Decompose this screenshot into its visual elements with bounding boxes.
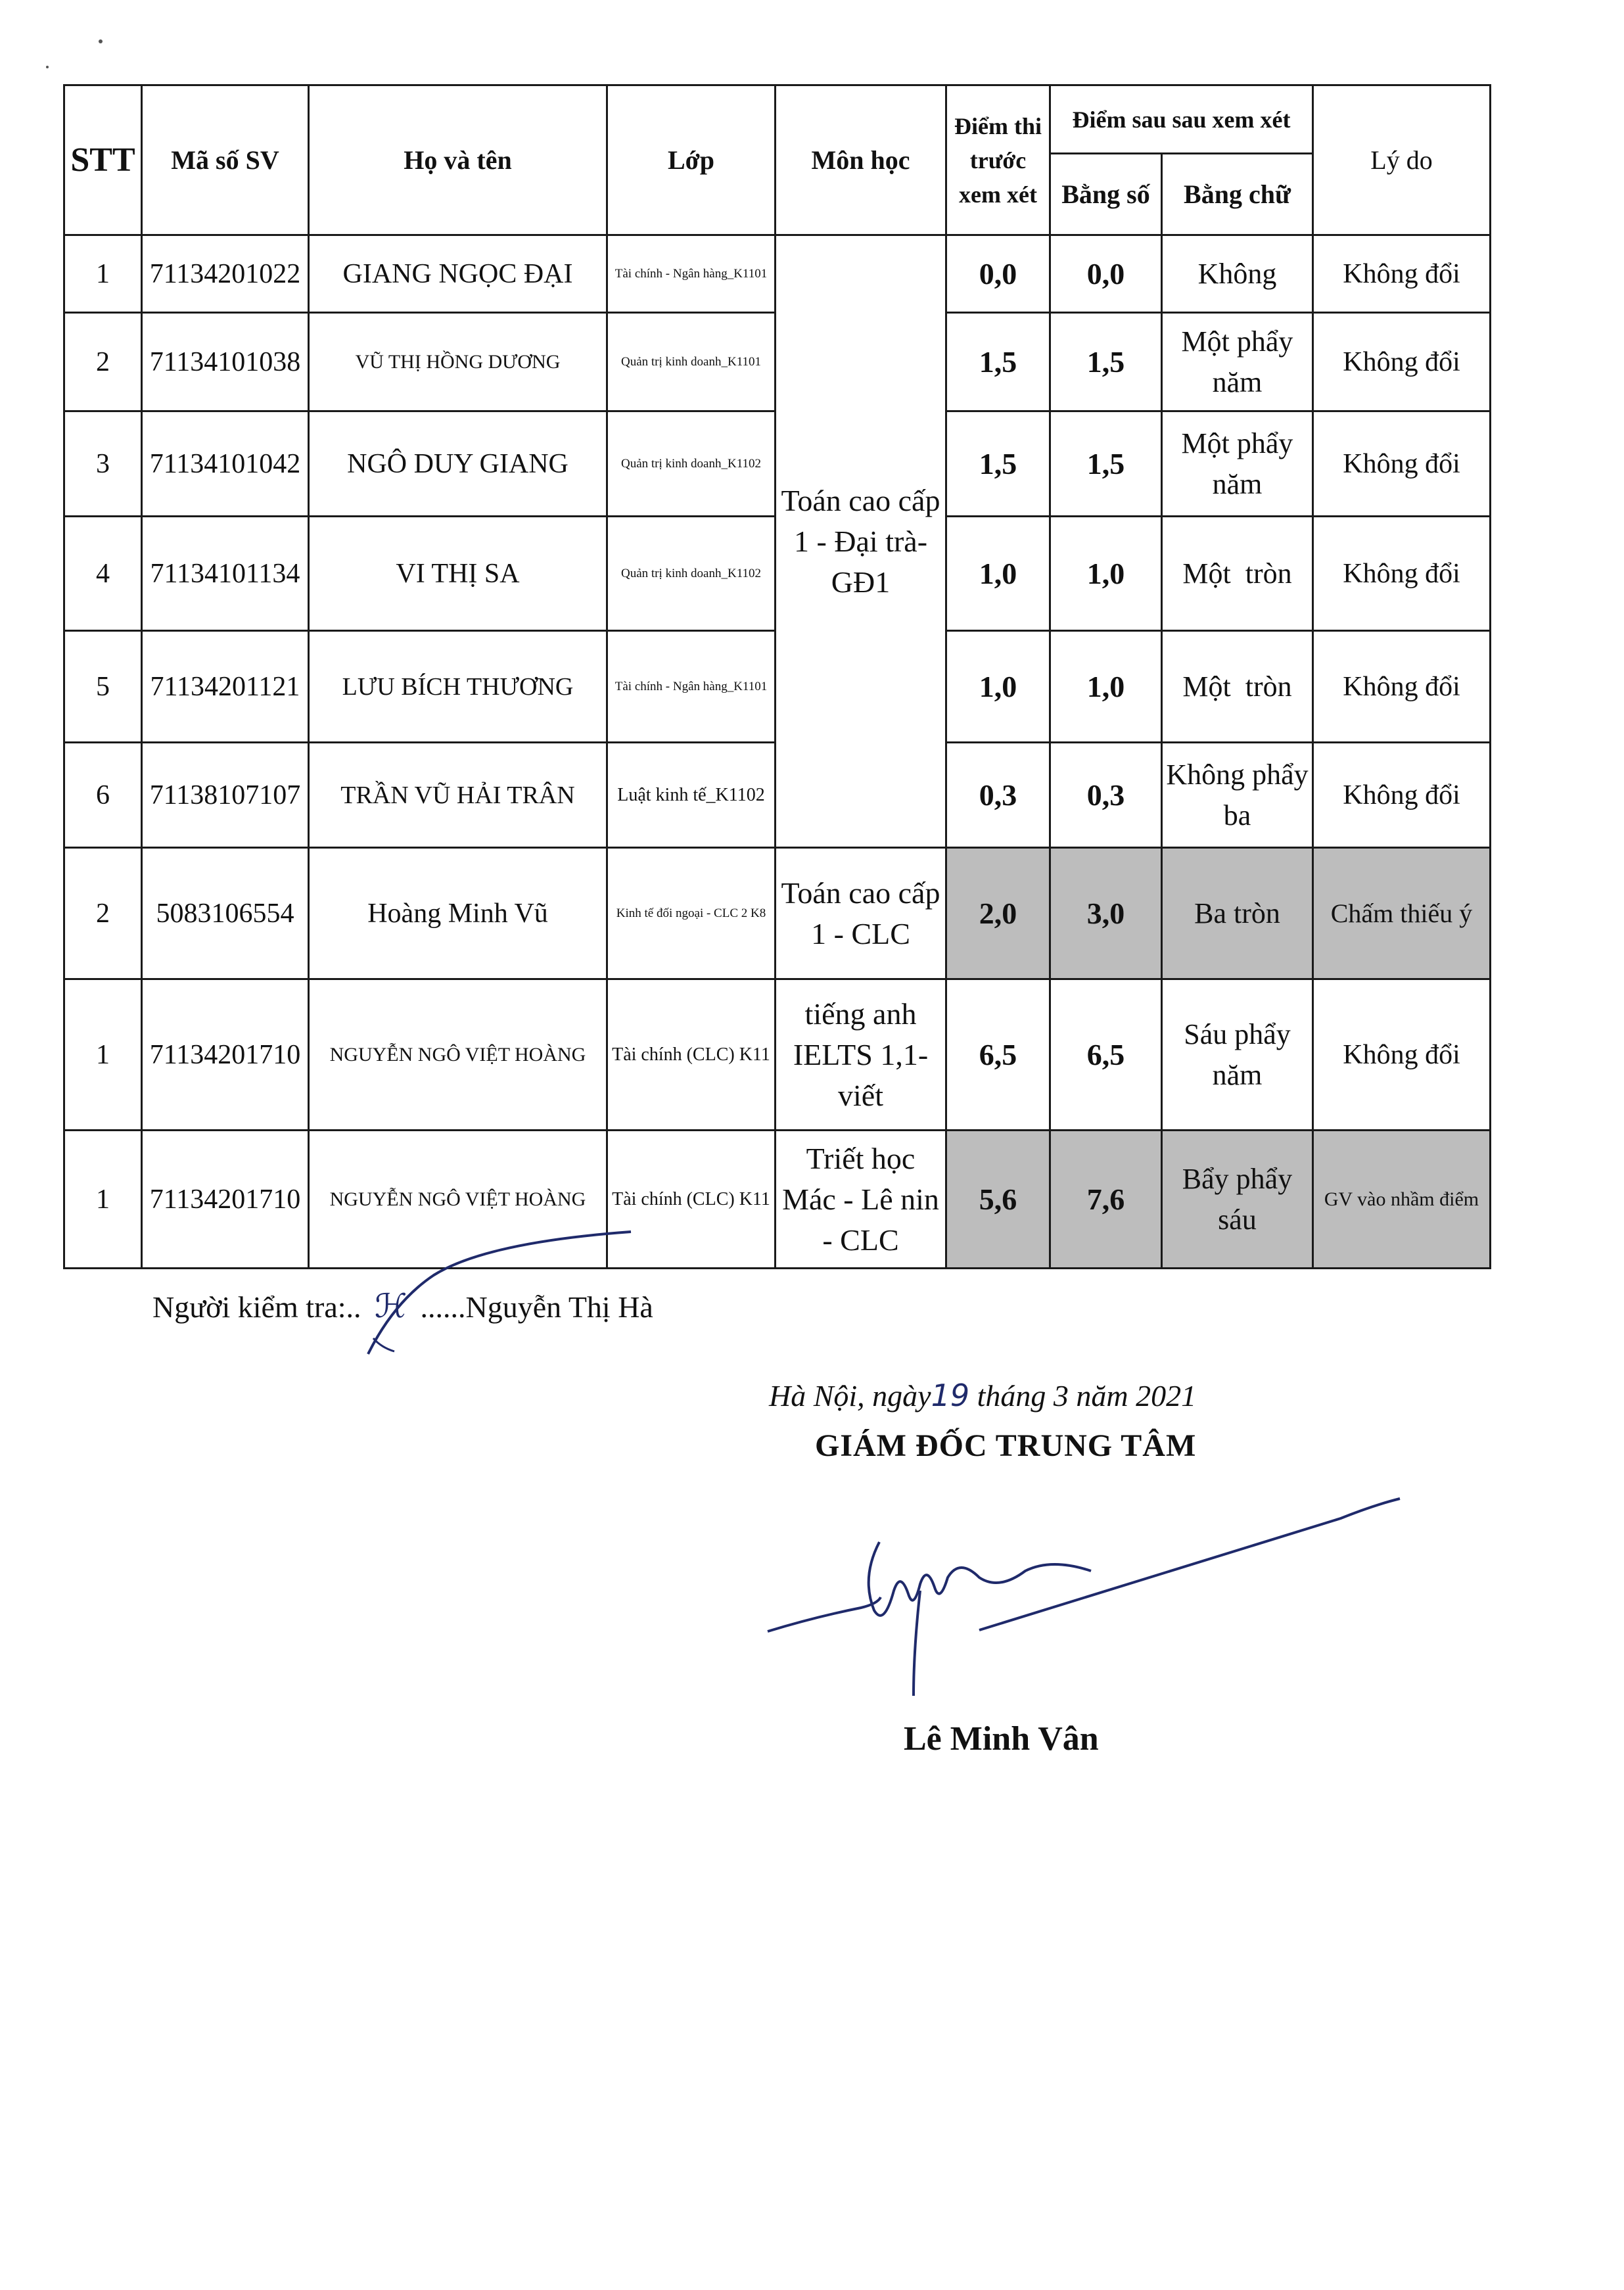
cell-full-name: LƯU BÍCH THƯƠNG [309, 631, 607, 743]
table-row [64, 1131, 1491, 1269]
cell-stt: 2 [64, 848, 142, 979]
cell-score-before: 0,3 [946, 743, 1050, 848]
cell-score-after: 3,0 [1050, 848, 1162, 979]
cell-class: Quản trị kinh doanh_K1101 [607, 313, 776, 411]
cell-class: Tài chính (CLC) K11 [607, 1131, 776, 1269]
checker-name: Nguyễn Thị Hà [465, 1290, 653, 1324]
cell-score-words: Một phẩy năm [1162, 313, 1313, 411]
cell-student-id: 71134101134 [142, 517, 309, 631]
cell-full-name: VŨ THỊ HỒNG DƯƠNG [309, 313, 607, 411]
cell-reason: Không đổi [1313, 411, 1491, 517]
cell-score-before: 1,0 [946, 631, 1050, 743]
cell-class: Tài chính - Ngân hàng_K1101 [607, 631, 776, 743]
header-reason: Lý do [1313, 85, 1491, 235]
date-day: 19 [931, 1378, 970, 1413]
cell-stt: 6 [64, 743, 142, 848]
cell-reason: Không đổi [1313, 235, 1491, 313]
cell-score-after: 0,3 [1050, 743, 1162, 848]
cell-student-id: 71134201710 [142, 979, 309, 1131]
cell-score-after: 1,0 [1050, 517, 1162, 631]
cell-class: Tài chính (CLC) K11 [607, 979, 776, 1131]
date-line [769, 1378, 1196, 1413]
header-by-number: Bằng số [1050, 154, 1162, 235]
cell-score-words: Không phẩy ba [1162, 743, 1313, 848]
cell-student-id: 5083106554 [142, 848, 309, 979]
header-student-id: Mã số SV [142, 85, 309, 235]
cell-score-after: 7,6 [1050, 1131, 1162, 1269]
cell-score-words: Ba tròn [1162, 848, 1313, 979]
checker-dots: ...... [420, 1290, 466, 1324]
header-class: Lớp [607, 85, 776, 235]
cell-class: Quản trị kinh doanh_K1102 [607, 411, 776, 517]
cell-reason: Chấm thiếu ý [1313, 848, 1491, 979]
header-score-before: Điểm thi trước xem xét [946, 85, 1050, 235]
cell-class: Quản trị kinh doanh_K1102 [607, 517, 776, 631]
cell-student-id: 71134201710 [142, 1131, 309, 1269]
header-by-words: Bằng chữ [1162, 154, 1313, 235]
cell-score-before: 5,6 [946, 1131, 1050, 1269]
cell-class: Luật kinh tế_K1102 [607, 743, 776, 848]
table-row [64, 235, 1491, 313]
cell-stt: 4 [64, 517, 142, 631]
checker-label: Người kiểm tra: [152, 1290, 346, 1324]
cell-full-name: TRẦN VŨ HẢI TRÂN [309, 743, 607, 848]
checker-dots: .. [346, 1290, 361, 1324]
cell-reason: Không đổi [1313, 631, 1491, 743]
checker-initial-signature: ℋ [374, 1287, 407, 1325]
grade-review-table [63, 84, 1491, 1269]
cell-full-name: VI THỊ SA [309, 517, 607, 631]
cell-subject: Triết học Mác - Lê nin - CLC [776, 1131, 946, 1269]
date-prefix: Hà Nội, ngày [769, 1379, 931, 1413]
cell-full-name: NGUYỄN NGÔ VIỆT HOÀNG [309, 1131, 607, 1269]
checker-signature-stroke [355, 1223, 644, 1361]
cell-subject: tiếng anh IELTS 1,1- viết [776, 979, 946, 1131]
cell-subject-merged: Toán cao cấp 1 - Đại trà- GĐ1 [776, 235, 946, 848]
cell-score-words: Không [1162, 235, 1313, 313]
cell-score-words: Bẩy phẩy sáu [1162, 1131, 1313, 1269]
cell-score-words: Một tròn [1162, 631, 1313, 743]
cell-full-name: NGÔ DUY GIANG [309, 411, 607, 517]
header-stt: STT [64, 85, 142, 235]
cell-student-id: 71134101038 [142, 313, 309, 411]
cell-class: Kinh tế đối ngoại - CLC 2 K8 [607, 848, 776, 979]
cell-score-after: 0,0 [1050, 235, 1162, 313]
header-subject: Môn học [776, 85, 946, 235]
cell-stt: 1 [64, 979, 142, 1131]
cell-score-before: 1,0 [946, 517, 1050, 631]
director-title: GIÁM ĐỐC TRUNG TÂM [815, 1428, 1197, 1463]
cell-class: Tài chính - Ngân hàng_K1101 [607, 235, 776, 313]
cell-score-words: Một tròn [1162, 517, 1313, 631]
scan-speck [46, 66, 49, 68]
cell-score-words: Sáu phẩy năm [1162, 979, 1313, 1131]
cell-score-before: 2,0 [946, 848, 1050, 979]
cell-stt: 5 [64, 631, 142, 743]
director-signature [762, 1479, 1406, 1702]
cell-score-after: 1,0 [1050, 631, 1162, 743]
header-full-name: Họ và tên [309, 85, 607, 235]
cell-student-id: 71134201022 [142, 235, 309, 313]
cell-score-before: 6,5 [946, 979, 1050, 1131]
cell-student-id: 71134101042 [142, 411, 309, 517]
header-score-after: Điểm sau sau xem xét [1050, 85, 1313, 154]
table-row [64, 848, 1491, 979]
cell-stt: 1 [64, 1131, 142, 1269]
cell-score-before: 0,0 [946, 235, 1050, 313]
header-row [64, 85, 1491, 154]
date-suffix: tháng 3 năm 2021 [969, 1379, 1197, 1413]
cell-reason: Không đổi [1313, 313, 1491, 411]
cell-reason: Không đổi [1313, 979, 1491, 1131]
cell-student-id: 71138107107 [142, 743, 309, 848]
director-name: Lê Minh Vân [904, 1720, 1099, 1758]
cell-reason: Không đổi [1313, 517, 1491, 631]
cell-score-before: 1,5 [946, 313, 1050, 411]
table-row [64, 979, 1491, 1131]
cell-stt: 2 [64, 313, 142, 411]
cell-stt: 3 [64, 411, 142, 517]
cell-score-after: 1,5 [1050, 411, 1162, 517]
cell-full-name: NGUYỄN NGÔ VIỆT HOÀNG [309, 979, 607, 1131]
cell-reason: GV vào nhầm điểm [1313, 1131, 1491, 1269]
cell-score-words: Một phẩy năm [1162, 411, 1313, 517]
cell-stt: 1 [64, 235, 142, 313]
cell-score-after: 6,5 [1050, 979, 1162, 1131]
cell-full-name: Hoàng Minh Vũ [309, 848, 607, 979]
scan-speck [99, 39, 103, 43]
cell-full-name: GIANG NGỌC ĐẠI [309, 235, 607, 313]
cell-subject: Toán cao cấp 1 - CLC [776, 848, 946, 979]
cell-score-after: 1,5 [1050, 313, 1162, 411]
cell-student-id: 71134201121 [142, 631, 309, 743]
cell-score-before: 1,5 [946, 411, 1050, 517]
cell-reason: Không đổi [1313, 743, 1491, 848]
